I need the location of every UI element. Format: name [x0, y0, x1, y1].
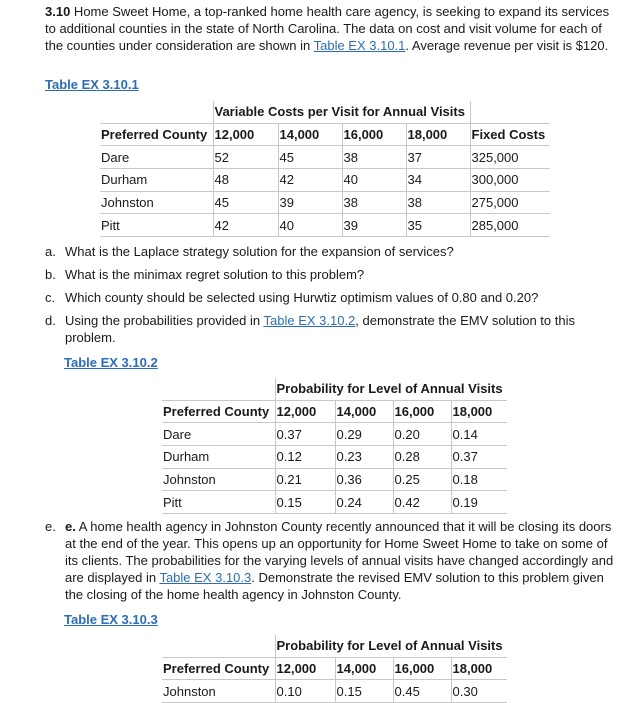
table1-header: 18,000 [406, 123, 470, 146]
table1-header: 12,000 [213, 123, 278, 146]
table2-cell: 0.19 [451, 491, 507, 514]
table2-cell: 0.14 [451, 423, 507, 446]
question-text: What is the Laplace strategy solution for the expansion of services? [65, 244, 454, 259]
table3-group-header: Probability for Level of Annual Visits [275, 635, 507, 657]
table2-group-header: Probability for Level of Annual Visits [275, 378, 507, 400]
question-label: e. [45, 519, 56, 534]
table2-cell: Pitt [163, 494, 182, 510]
table-ex-3-10-1-link[interactable]: Table EX 3.10.1 [313, 38, 406, 53]
table1-cell: Pitt [101, 217, 120, 233]
question-label: c. [45, 290, 56, 305]
question-list [45, 243, 615, 346]
table3-cell: 0.15 [335, 680, 393, 703]
problem-number: 3.10 [45, 4, 71, 19]
table-ex-3-10-2-link[interactable]: Table EX 3.10.2 [263, 313, 356, 328]
table1 [100, 101, 550, 237]
question-a [45, 243, 615, 260]
table1-header: Preferred County [101, 127, 208, 143]
table-row [100, 191, 550, 214]
table1-cell: 38 [342, 146, 406, 169]
table2-cell: 0.25 [393, 468, 451, 491]
table1-group-header: Variable Costs per Visit for Annual Visits [213, 101, 470, 123]
table3-corner [162, 635, 275, 657]
table-row [162, 680, 507, 703]
table1-cell: 42 [278, 169, 342, 192]
table3-caption[interactable]: Table EX 3.10.3 [64, 612, 158, 627]
table2-cell: 0.37 [451, 446, 507, 469]
table3-header: 18,000 [451, 657, 507, 680]
problem-intro [45, 3, 615, 54]
question-text-b: . Demonstrate the revised EMV solution to this problem given the closing of the home health agency in Johnston County. [65, 570, 604, 602]
question-text-a: Using the probabilities provided in [65, 313, 264, 328]
table1-cell: 275,000 [470, 191, 550, 214]
question-d [45, 312, 615, 346]
question-e-wrap [45, 518, 615, 603]
table-row [100, 146, 550, 169]
question-e [45, 518, 615, 603]
question-label: b. [45, 267, 56, 282]
table1-cell: 37 [406, 146, 470, 169]
table1-corner [100, 101, 213, 123]
table1-cell: 40 [342, 169, 406, 192]
table1-header: 14,000 [278, 123, 342, 146]
table2-cell: 0.29 [335, 423, 393, 446]
table1-corner-right [470, 101, 550, 123]
table3-header: 12,000 [275, 657, 335, 680]
table1-cell: 40 [278, 214, 342, 237]
table2-cell: Durham [163, 449, 210, 465]
table1-caption[interactable]: Table EX 3.10.1 [45, 77, 139, 92]
question-text-b: , demonstrate the EMV solution to this problem. [65, 313, 575, 345]
table1-cell: 285,000 [470, 214, 550, 237]
question-label: a. [45, 244, 56, 259]
table1-cell: Dare [101, 149, 130, 165]
table3-cell: 0.10 [275, 680, 335, 703]
table1-cell: 45 [278, 146, 342, 169]
table3-header: Preferred County [163, 661, 270, 677]
table2-cell: Johnston [163, 472, 216, 488]
table-row [162, 446, 507, 469]
table1-cell: 39 [278, 191, 342, 214]
question-b [45, 266, 615, 283]
table1-header: Fixed Costs [470, 123, 550, 146]
table3-cell: Johnston [163, 683, 216, 699]
question-text-a: A home health agency in Johnston County recently announced that it will be closing its doors at the end of the year. This opens up an opportunity for Home Sweet Home to take on some of its clients. The probabilities for the varying levels of annual visits have changed accordingly and are displayed in [65, 519, 614, 585]
table1-cell: Johnston [101, 195, 154, 211]
table2-cell: 0.18 [451, 468, 507, 491]
question-e-bold: e. [65, 519, 76, 534]
table1-cell: 35 [406, 214, 470, 237]
table1-cell: 45 [213, 191, 278, 214]
table2-header: 16,000 [393, 400, 451, 423]
table1-header: 16,000 [342, 123, 406, 146]
table-ex-3-10-3-link[interactable]: Table EX 3.10.3 [159, 570, 252, 585]
table2-caption[interactable]: Table EX 3.10.2 [64, 355, 158, 370]
question-label: d. [45, 313, 56, 328]
table2-cell: 0.42 [393, 491, 451, 514]
table2-header: Preferred County [163, 404, 270, 420]
question-text: What is the minimax regret solution to this problem? [65, 267, 365, 282]
table2-header: 12,000 [275, 400, 335, 423]
table2-cell: 0.28 [393, 446, 451, 469]
table1-cell: 38 [406, 191, 470, 214]
table1-cell: 300,000 [470, 169, 550, 192]
question-text: Which county should be selected using Hurwtiz optimism values of 0.80 and 0.20? [65, 290, 539, 305]
table3-header: 14,000 [335, 657, 393, 680]
table1-cell: 48 [213, 169, 278, 192]
question-c [45, 289, 615, 306]
table2-cell: 0.20 [393, 423, 451, 446]
table2-cell: 0.24 [335, 491, 393, 514]
table2-cell: 0.12 [275, 446, 335, 469]
table1-cell: 325,000 [470, 146, 550, 169]
table2-cell: Dare [163, 426, 192, 442]
table2-corner [162, 378, 275, 400]
table1-cell: 38 [342, 191, 406, 214]
table-row [162, 491, 507, 514]
table3-header: 16,000 [393, 657, 451, 680]
table3 [162, 635, 507, 703]
table2 [162, 378, 507, 514]
table-row [100, 214, 550, 237]
table2-header: 14,000 [335, 400, 393, 423]
table1-cell: 34 [406, 169, 470, 192]
table2-cell: 0.36 [335, 468, 393, 491]
table-row [100, 169, 550, 192]
table1-cell: 42 [213, 214, 278, 237]
table1-cell: 52 [213, 146, 278, 169]
table2-cell: 0.21 [275, 468, 335, 491]
table1-cell: 39 [342, 214, 406, 237]
intro-text-b: . Average revenue per visit is $120. [405, 38, 609, 53]
table2-header: 18,000 [451, 400, 507, 423]
table2-cell: 0.15 [275, 491, 335, 514]
table2-cell: 0.23 [335, 446, 393, 469]
table-row [162, 468, 507, 491]
table3-cell: 0.45 [393, 680, 451, 703]
table1-cell: Durham [101, 172, 148, 188]
table-row [162, 423, 507, 446]
table3-cell: 0.30 [451, 680, 507, 703]
table2-cell: 0.37 [275, 423, 335, 446]
intro-text-a: Home Sweet Home, a top-ranked home health care agency, is seeking to expand its services to additional counties in the state of North Carolina. The data on cost and visit volume for each of the counties under consideration are shown in [45, 4, 610, 53]
